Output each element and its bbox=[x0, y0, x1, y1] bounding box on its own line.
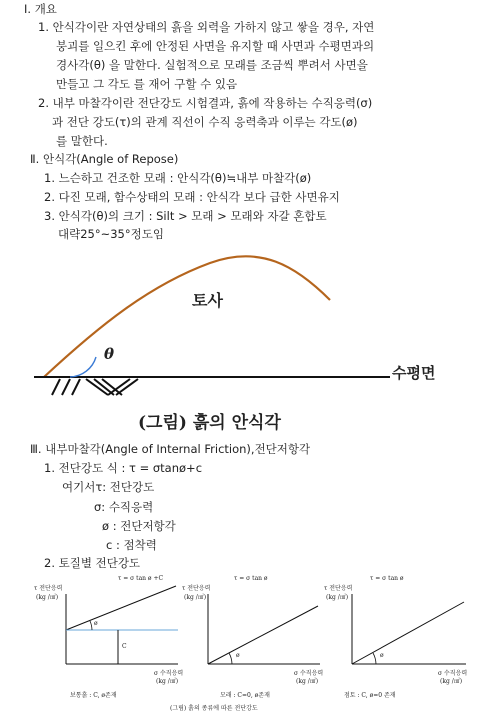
section-1-item-2-line-1: 2. 내부 마찰각이란 전단강도 시험결과, 흙에 작용하는 수직응력(σ) bbox=[38, 96, 373, 110]
chart-2-x-label-1: σ 수직응력 bbox=[294, 670, 324, 677]
chart-1-caption: 보통흙 : C, ø존재 bbox=[70, 692, 117, 699]
section-1-heading: Ⅰ. 개요 bbox=[24, 2, 57, 16]
chart-1-phi-arc bbox=[90, 621, 92, 630]
theta-label: θ bbox=[104, 345, 115, 363]
chart-3-x-label-2: (kg /㎠) bbox=[440, 678, 463, 685]
section-1-item-2-line-3: 를 말한다. bbox=[56, 134, 108, 148]
chart-clay bbox=[320, 572, 470, 704]
section-1-item-1-line-3: 경사각(θ) 을 말한다. 실험적으로 모래를 조금씩 뿌려서 사면을 bbox=[56, 58, 368, 72]
section-2-item-1: 1. 느슨하고 건조한 모래 : 안식각(θ)≒내부 마찰각(ø) bbox=[44, 171, 312, 185]
horizontal-plane-label: 수평면 bbox=[392, 364, 436, 382]
def-phi: ø : 전단저항각 bbox=[102, 519, 176, 533]
def-sigma: σ: 수직응력 bbox=[94, 500, 154, 514]
soil-label: 토사 bbox=[192, 291, 223, 310]
section-1-item-1-line-1: 1. 안식각이란 자연상태의 흙을 외력을 가하지 않고 쌓을 경우, 자연 bbox=[38, 20, 375, 34]
chart-1-equation: τ = σ tan ø +C bbox=[118, 575, 164, 582]
chart-1-x-label-2: (kg /㎠) bbox=[156, 678, 179, 685]
def-c: c : 점착력 bbox=[106, 538, 157, 552]
chart-3-phi: ø bbox=[380, 652, 384, 659]
section-1-item-1-line-2: 붕괴를 일으킨 후에 안정된 사면을 유지할 때 사면과 수평면과의 bbox=[56, 39, 375, 53]
chart-3-x-label-1: σ 수직응력 bbox=[438, 670, 468, 677]
section-1-item-1-line-4: 만들고 그 각도 를 재어 구할 수 있음 bbox=[56, 77, 238, 91]
section-2-item-3: 3. 안식각(θ)의 크기 : Silt > 모래 > 모래와 자갈 혼합토 bbox=[44, 209, 327, 223]
chart-sand bbox=[180, 572, 324, 704]
chart-2-x-label-2: (kg /㎠) bbox=[296, 678, 319, 685]
chart-2-caption: 모래 : C=0, ø존재 bbox=[220, 692, 270, 699]
chart-1-y-label-2: (kg /㎠) bbox=[36, 594, 59, 601]
angle-arc bbox=[70, 357, 96, 377]
section-3-heading: Ⅲ. 내부마찰각(Angle of Internal Friction),전단저항각 bbox=[30, 442, 311, 456]
shear-strength-formula: 1. 전단강도 식 : τ = σtanø+c bbox=[44, 461, 203, 475]
chart-1-x-label-1: σ 수직응력 bbox=[154, 670, 184, 677]
section-1-item-2-line-2: 과 전단 강도(τ)의 관계 직선이 수직 응력축과 이루는 각도(ø) bbox=[52, 115, 358, 129]
section-2-item-3-cont: 대략25°~35°정도임 bbox=[58, 227, 164, 241]
soil-slope-curve bbox=[44, 256, 330, 377]
chart-normal-soil bbox=[30, 572, 184, 704]
shear-strength-figure bbox=[30, 572, 470, 718]
chart-1-c-label: C bbox=[122, 643, 127, 650]
figure-2-caption: (그림) 흙의 종류에 따른 전단강도 bbox=[170, 705, 258, 712]
chart-2-equation: τ = σ tan ø bbox=[234, 575, 268, 582]
chart-1-shear-line bbox=[66, 586, 176, 630]
chart-3-caption: 점토 : C, ø=0 존재 bbox=[344, 692, 396, 699]
chart-1-phi: ø bbox=[94, 620, 98, 627]
section-2-item-2: 2. 다진 모래, 함수상태의 모래 : 안식각 보다 급한 사면유지 bbox=[44, 190, 340, 204]
ground-hatching bbox=[52, 379, 138, 395]
chart-1-y-label-1: τ 전단응력 bbox=[34, 585, 63, 592]
repose-angle-figure bbox=[30, 245, 470, 445]
chart-3-equation: τ = σ tan ø bbox=[370, 575, 404, 582]
section-3-item-2: 2. 토질별 전단강도 bbox=[44, 556, 141, 570]
chart-3-y-label-2: (kg /㎠) bbox=[326, 594, 349, 601]
chart-2-phi: ø bbox=[236, 652, 240, 659]
figure-1-caption: (그림) 흙의 안식각 bbox=[138, 413, 281, 433]
section-2-heading: Ⅱ. 안식각(Angle of Repose) bbox=[30, 152, 179, 166]
chart-3-y-label-1: τ 전단응력 bbox=[324, 585, 353, 592]
chart-2-y-label-1: τ 전단응력 bbox=[182, 585, 211, 592]
chart-2-y-label-2: (kg /㎠) bbox=[184, 594, 207, 601]
def-tau: 여기서τ: 전단강도 bbox=[62, 480, 155, 494]
